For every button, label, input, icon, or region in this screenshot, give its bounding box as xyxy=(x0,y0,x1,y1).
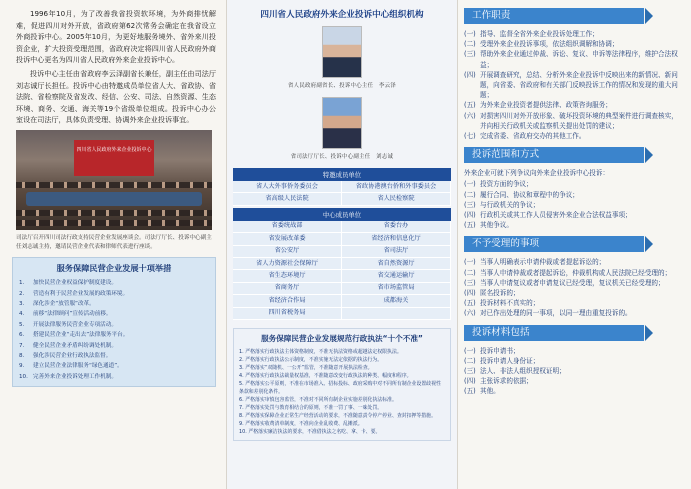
measures-title: 服务保障民营企业发展十项举措 xyxy=(56,263,172,274)
middle-panel xyxy=(226,0,458,489)
norms-title: 服务保障民营企业发展规范行政执法“十个不准” xyxy=(261,334,423,344)
duty-item-number: (二) xyxy=(464,40,476,49)
special-units-grid xyxy=(233,181,451,206)
org-unit: 成都海关 xyxy=(342,295,451,307)
meeting-photo xyxy=(16,130,212,230)
norm-item: 2. 严格落实行政执法公示制度，不准实施无法定依据的执法行为。 xyxy=(239,357,383,364)
org-unit: 省自然资源厅 xyxy=(342,258,451,270)
duty-item-number: (一) xyxy=(464,30,476,38)
triangle-icon xyxy=(645,236,653,252)
measure-item xyxy=(19,299,209,309)
norm-item: 4. 严格落实行政执法裁量权基准，不准随意改变行政执法的种类、幅度和程序。 xyxy=(239,373,412,380)
org-unit: 省人民检察院 xyxy=(342,193,451,205)
duty-item-text: 开展调查研究，总结、分析外来企业投诉中反映出来的新情况、新问题，向省委、省政府和有关部门反映投诉工作的情况和发现的重大问题； xyxy=(480,70,678,100)
measure-item-text: 开展法律服务民营企业专项活动。 xyxy=(33,321,117,328)
org-title: 四川省人民政府外来企业投诉中心组织机构 xyxy=(260,10,424,20)
org-unit: 省人力资源社会保障厅 xyxy=(233,258,342,270)
norm-item: 1. 严格落实行政执法主体资格制度，不准无执法资格或超越法定权限执法。 xyxy=(239,349,402,356)
measure-item-text: 深化涉企“放管服”改革。 xyxy=(33,300,95,307)
material-item-number: (三) xyxy=(464,367,476,376)
measure-item xyxy=(19,309,209,319)
photo-people-row xyxy=(16,220,212,226)
org-unit: 省人大外事侨务委员会 xyxy=(233,181,342,193)
leader-caption-2: 省司法厅厅长、投诉中心副主任 刘志诚 xyxy=(290,154,394,160)
photo-table-shape xyxy=(26,192,202,206)
reject-item-text: 当事人明确表示申请仲裁或者提起诉讼的； xyxy=(480,258,606,267)
norm-item: 9. 严格落实收费清单制度，不准向企业乱收费、乱摊派。 xyxy=(239,421,363,428)
scope-item-number: (二) xyxy=(464,190,476,199)
duty-item-number: (六) xyxy=(464,111,476,120)
measure-item-text: 加快民营企业权益保护制度建设。 xyxy=(33,280,117,287)
org-unit: 省交通运输厅 xyxy=(342,270,451,282)
materials-list xyxy=(464,346,683,397)
duty-item-text: 为外来企业投资者提供法律、政策咨询服务； xyxy=(480,101,612,110)
right-panel xyxy=(458,0,691,489)
org-unit: 省生态环境厅 xyxy=(233,270,342,282)
scope-item-text: 其他争议。 xyxy=(480,221,513,230)
triangle-icon xyxy=(645,147,653,163)
measure-item xyxy=(19,372,209,382)
scope-item-number: (四) xyxy=(464,211,476,220)
measure-item-number: 8. xyxy=(19,352,25,359)
org-unit: 省公安厅 xyxy=(233,246,342,258)
reject-item xyxy=(464,298,683,308)
measure-item-text: 强化涉民营企业行政执法监督。 xyxy=(33,352,112,359)
intro-paragraph-2: 投诉中心主任由省政府李云泽副省长兼任，副主任由司法厅刘志诚厅长担任。投诉中心由特邀成员单位省人大、省政协、省法院、省检察院及省发改、经信、公安、司法、自然资源、生态环境、商务、交通、海关等19个省级单位组成。投诉中心办公室设在司法厅，具体负责受理、协调外来企业投诉事宜。 xyxy=(16,68,216,125)
scope-item-number: (一) xyxy=(464,180,476,189)
measure-item xyxy=(19,320,209,330)
org-unit xyxy=(342,308,451,320)
measure-item-text: 前移“法律顾问”宣传活动前移。 xyxy=(33,311,112,318)
reject-item-text: 对已作出处理的同一事项，以同一理由重复投诉的。 xyxy=(480,309,632,318)
measure-item-text: 营造有利于民营企业发展的政策环境。 xyxy=(33,290,129,297)
triangle-icon xyxy=(645,8,653,24)
norm-item: 3. 严格落实“双随机、一公开”监管，不准随意开展执法检查。 xyxy=(239,365,373,372)
special-units-heading: 特邀成员单位 xyxy=(233,168,451,181)
duty-item xyxy=(464,70,683,101)
scope-label: 投诉范围和方式 xyxy=(464,147,644,163)
material-item-number: (四) xyxy=(464,377,476,386)
material-item-text: 主张诉求的依据； xyxy=(480,377,533,386)
reject-section-header xyxy=(464,236,683,252)
material-item-number: (五) xyxy=(464,387,476,396)
org-unit: 省高级人民法院 xyxy=(233,193,342,205)
measures-list xyxy=(19,278,209,382)
reject-item-number: (六) xyxy=(464,309,476,318)
reject-label: 不予受理的事项 xyxy=(464,236,644,252)
reject-item-number: (二) xyxy=(464,268,476,277)
photo-caption: 司法厅召开四川司法行政支持民营企业发展座谈会。司法厅厅长、投诉中心副主任刘志诚主持，邀请民营企业代表和律师代表进行座谈。 xyxy=(16,234,212,250)
leader-portrait-2 xyxy=(322,97,362,149)
scope-item xyxy=(464,190,683,200)
scope-item xyxy=(464,210,683,220)
measure-item xyxy=(19,341,209,351)
duty-item xyxy=(464,111,683,131)
duty-item-number: (三) xyxy=(464,50,476,59)
material-item xyxy=(464,366,683,376)
measure-item-number: 7. xyxy=(19,342,25,349)
org-unit: 四川省税务局 xyxy=(233,308,342,320)
reject-item-text: 当事人申请仲裁或者提起诉讼，仲裁机构或人民法院已经受理的； xyxy=(480,268,672,277)
measure-item xyxy=(19,351,209,361)
reject-item-number: (三) xyxy=(464,278,476,287)
scope-section-header xyxy=(464,147,683,163)
reject-item-text: 投诉材料不真实的； xyxy=(480,299,540,308)
material-item-number: (二) xyxy=(464,356,476,365)
triangle-icon xyxy=(645,325,653,341)
duties-section-header xyxy=(464,8,683,24)
reject-list xyxy=(464,257,683,318)
org-unit: 省经济合作局 xyxy=(233,295,342,307)
duty-item-text: 完成省委、省政府交办的其他工作。 xyxy=(480,132,586,141)
org-unit: 省发展改革委 xyxy=(233,233,342,245)
norms-box xyxy=(233,328,451,441)
measures-box xyxy=(12,257,216,387)
scope-item xyxy=(464,220,683,230)
duty-item-number: (五) xyxy=(464,101,476,110)
measure-item-number: 9. xyxy=(19,363,25,370)
measure-item-text: 建立民营企业法律服务“绿色通道”。 xyxy=(33,363,123,370)
scope-item xyxy=(464,179,683,189)
left-panel xyxy=(0,0,226,489)
scope-list xyxy=(464,179,683,230)
duty-item-number: (四) xyxy=(464,70,476,79)
norm-item: 10. 严格落实廉洁执法的要求，不准借执法之名吃、拿、卡、要。 xyxy=(239,429,381,436)
material-item xyxy=(464,376,683,386)
org-unit: 省商务厅 xyxy=(233,283,342,295)
measure-item-text: 健全民营企业矛盾纠纷调处机制。 xyxy=(33,342,117,349)
org-unit: 省委统战部 xyxy=(233,221,342,233)
duty-item-text: 帮助外来企业通过仲裁、诉讼、复议、申诉等法律程序，维护合法权益； xyxy=(480,50,678,69)
measure-item-text: 搭建民营企业“走出去”法律服务平台。 xyxy=(33,332,129,339)
intro-paragraph-1: 1996年10月，为了改善我省投资软环境，为外商排忧解难，促进四川对外开放，省政府第62次常务会确定在我省设立外商投诉中心。2005年10月，为更好地服务境外、省外来川投资企业，扩大投资受理范围，省政府决定将四川省人民政府外商投诉中心更名为四川省人民政府外来企业投诉中心。 xyxy=(16,9,216,65)
materials-label: 投诉材料包括 xyxy=(464,325,644,341)
scope-item-text: 行政机关或其工作人员侵害外来企业合法权益事项； xyxy=(480,211,632,220)
scope-item-text: 履行合同、协议和章程中的争议； xyxy=(480,190,579,199)
norm-item: 6. 严格落实审慎包容监管，不准对不同所有制企业实施差别化执法标准。 xyxy=(239,397,397,404)
reject-item-text: 当事人申请复议或者申请复议已经受理，复议机关已经受理的； xyxy=(480,278,665,287)
reject-item xyxy=(464,308,683,318)
duty-item xyxy=(464,49,683,69)
scope-item-text: 投资方面的争议； xyxy=(480,180,533,189)
measure-item-number: 5. xyxy=(19,321,25,328)
org-unit: 省委台办 xyxy=(342,221,451,233)
reject-item xyxy=(464,278,683,288)
materials-section-header xyxy=(464,325,683,341)
org-unit: 省政协港澳台侨和外事委员会 xyxy=(342,181,451,193)
scope-item-text: 与行政机关的争议； xyxy=(480,200,540,209)
scope-lead: 外来企业可就下列争议向外来企业投诉中心投诉： xyxy=(464,169,610,178)
material-item-text: 法人、非法人组织授权证明； xyxy=(480,367,566,376)
org-unit: 省司法厅 xyxy=(342,246,451,258)
center-units-heading: 中心成员单位 xyxy=(233,208,451,221)
measure-item-number: 6. xyxy=(19,332,25,339)
measure-item xyxy=(19,278,209,288)
reject-item-number: (五) xyxy=(464,299,476,308)
measure-item-number: 3. xyxy=(19,300,25,307)
reject-item-number: (一) xyxy=(464,258,476,267)
material-item-text: 投诉申请书； xyxy=(480,346,520,355)
material-item-text: 其他。 xyxy=(480,387,500,396)
measure-item-number: 1. xyxy=(19,280,25,287)
measure-item-number: 4. xyxy=(19,311,25,318)
leader-portrait-1 xyxy=(322,26,362,78)
material-item xyxy=(464,356,683,366)
duty-item xyxy=(464,100,683,110)
measure-item xyxy=(19,361,209,371)
material-item xyxy=(464,346,683,356)
reject-item-number: (四) xyxy=(464,289,476,298)
norm-item: 5. 严格落实公平原则，不准在市场准入、招标投标、政府采购中对不同所有制企业设置歧视性条款和差别化条件。 xyxy=(239,381,441,396)
measure-item-number: 2. xyxy=(19,290,25,297)
photo-people-row xyxy=(16,182,212,188)
measure-item xyxy=(19,289,209,299)
org-unit: 省经济和信息化厅 xyxy=(342,233,451,245)
duty-item xyxy=(464,131,683,141)
measure-item-text: 完善外来企业投诉处理工作机制。 xyxy=(33,373,117,380)
duty-item xyxy=(464,29,683,39)
reject-item xyxy=(464,257,683,267)
measure-item xyxy=(19,330,209,340)
duty-item-number: (七) xyxy=(464,132,476,141)
org-unit: 省市场监管局 xyxy=(342,283,451,295)
scope-item xyxy=(464,200,683,210)
photo-people-row xyxy=(16,210,212,216)
reject-item-text: 匿名投诉的； xyxy=(480,289,520,298)
scope-item-number: (五) xyxy=(464,221,476,230)
material-item xyxy=(464,386,683,396)
duty-item xyxy=(464,39,683,49)
duty-item-text: 对损害四川对外开放形象、破坏投资环境的典型案件进行调查核实，并向相关行政机关或监察机关提出处罚的建议； xyxy=(480,111,678,130)
duty-item-text: 指导、监督全省外来企业投诉处理工作； xyxy=(480,30,599,38)
duties-list xyxy=(464,29,683,141)
center-units-grid xyxy=(233,221,451,320)
scope-item-number: (三) xyxy=(464,200,476,209)
material-item-number: (一) xyxy=(464,346,476,355)
norm-item: 7. 严格落实处罚与教育相结合的原则，不准一罚了事、一味处罚。 xyxy=(239,405,383,412)
leader-caption-1: 省人民政府副省长、投诉中心主任 李云泽 xyxy=(287,83,397,89)
material-item-text: 投诉申请人身份证； xyxy=(480,356,540,365)
reject-item xyxy=(464,268,683,278)
duties-label: 工作职责 xyxy=(464,8,644,24)
norm-item: 8. 严格落实保障企业正常生产经营活动的要求，不准随意责令停产停业、查封扣押等措施。 xyxy=(239,413,436,420)
reject-item xyxy=(464,288,683,298)
photo-banner: 四川省人民政府外来企业投诉中心 xyxy=(74,140,154,176)
norms-list xyxy=(239,348,445,436)
duty-item-text: 受理外来企业投诉事项，依法组织调解和协调； xyxy=(480,40,619,49)
measure-item-number: 10. xyxy=(19,373,28,380)
